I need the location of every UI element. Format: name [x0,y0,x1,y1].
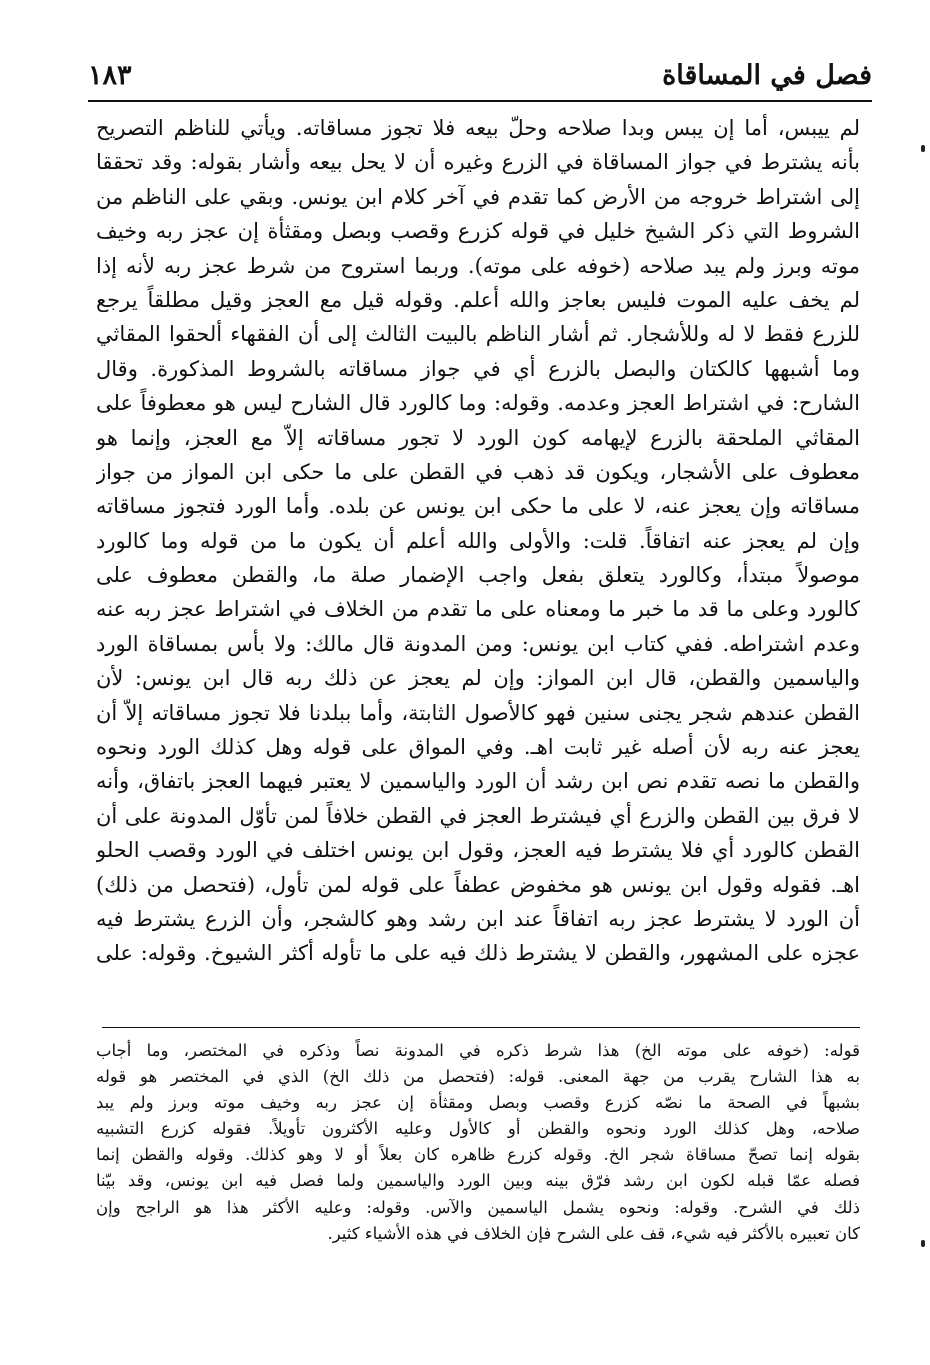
body-line: لم يخف عليه الموت فليس بعاجز والله أعلم. وقوله قيل مع العجز وقيل مطلقاً يرجع [96,287,860,312]
footnote-rule [102,1027,860,1028]
scan-speck [921,1240,925,1247]
footnotes [96,1038,860,1247]
footnote-line: صلاحه، وهل كذلك الورد ونحوه والقطن أو كالأول وعليه الأكثرون تأويلاً. فقوله كزرع التشبيه [96,1119,860,1139]
body-line: أن الورد لا يشترط عجز ربه اتفاقاً عند ابن رشد وهو كالشجر، وأن الزرع يشترط فيه [96,906,860,931]
body-line: للزرع فقط لا له وللأشجار. ثم أشار الناظم بالبيت الثالث إلى أن الفقهاء ألحقوا المقاثي [96,322,860,347]
body-line: وعدم اشتراطه. ففي كتاب ابن يونس: ومن المدونة قال مالك: ولا بأس بمساقاة الورد [96,631,860,656]
footnote-line: بشبهاً في الصحة ما نصّه كزرع وقصب وبصل ومقثأة إن عجز ربه وخيف موته وبرز ولم يبد [96,1093,860,1113]
body-line: الشروط التي ذكر الشيخ خليل في قوله كزرع وقصب وبصل ومقثأة إن عجز ربه وخيف [96,219,860,244]
running-header [88,58,872,98]
footnote-line: به هذا الشارح يقرب من جهة المعنى. قوله: (فتحصل من ذلك الخ) الذي في المختصر هو قوله [96,1067,860,1087]
body-line: القطن عندهم شجر يجنى سنين فهو كالأصول الثابتة، وأما ببلدنا فلا تجوز مساقاته إلاّ أن [96,700,860,725]
header-rule [88,100,872,102]
body-line: اهـ. فقوله وقول ابن يونس هو مخفوض عطفاً على قوله لمن تأول، (فتحصل من ذلك) [96,872,860,897]
body-line: لا فرق بين القطن والزرع أي فيشترط العجز في القطن خلافاً لمن تأوّل المدونة على أن [96,803,860,828]
body-line: موصولاً مبتدأ، وكالورد يتعلق بفعل واجب الإضمار صلة ما، والقطن معطوف على [96,563,860,588]
body-line: بأنه يشترط في جواز المساقاة في الزرع وغيره أن لا يحل بيعه وأشار بقوله: وقد تحققا [96,150,860,175]
footnote-line: بقوله إنما تصحّ مساقاة شجر الخ. وقوله كزرع ظاهره كان بعلاً أو لا وهو كذلك. وقوله والقطن إنما [96,1145,860,1165]
body-line: وإن لم يعجز عنه اتفاقاً. قلت: والأولى والله أعلم أن يكون ما من قوله وما كالورد [96,528,860,553]
body-line: والقطن ما نصه تقدم نص ابن رشد أن الورد والياسمين لا يعتبر فيهما العجز باتفاق، وأنه [96,769,860,794]
body-line: موته وبرز ولم يبد صلاحه (خوفه على موته). وربما استروح من شرط عجز ربه لأنه إذا [96,253,860,278]
body-line: يعجز عنه ربه لأن أصله غير ثابت اهـ. وفي المواق على قوله وهل كذلك الورد ونحوه [96,735,860,760]
scan-speck [921,145,925,152]
body-line: والياسمين والقطن، قال ابن المواز: وإن لم يعجز عن ذلك ربه قال ابن يونس: لأن [96,666,860,691]
body-line: الشارح: في اشتراط العجز وعدمه. وقوله: وما كالورد قال الشارح ليس هو معطوفاً على [96,391,860,416]
footnote-line: فصله عمّا قبله لكون ابن رشد فرّق بينه وبين الورد والياسمين ولما فصل فيه ابن يونس، وقد بيّنا [96,1171,860,1191]
body-line: كالورد وعلى ما قد ما خبر ما ومعناه على ما تقدم من الخلاف في اشتراط عجز ربه عنه [96,597,860,622]
footnote-line: كان تعبيره بالأكثر فيه شيء، قف على الشرح فإن الخلاف في هذه الأشياء كثير. [327,1223,860,1243]
body-line: القطن كالورد أي فلا يشترط فيه العجز، وقول ابن يونس اختلف في الورد وقصب الحلو [96,838,860,863]
page-number: ١٨٣ [88,60,132,91]
body-line: وما أشبهها كالكتان والبصل بالزرع أي في جواز مساقاته بالشروط المذكورة. وقال [96,356,860,381]
body-line: عجزه على المشهور، والقطن لا يشترط ذلك فيه على ما تأوله أكثر الشيوخ. وقوله: على [96,941,860,966]
main-text [96,111,860,971]
body-line: المقاثي الملحقة بالزرع لإيهامه كون الورد لا تجور مساقاته إلاّ مع العجز، وإنما هو [96,425,860,450]
body-line: مساقاته وإن يعجز عنه، لا على ما حكى ابن يونس عن بلده. وأما الورد فتجوز مساقاته [96,494,860,519]
body-line: لم ييبس، أما إن يبس وبدا صلاحه وحلّ بيعه فلا تجوز مساقاته. ويأتي للناظم التصريح [96,116,860,140]
body-line: إلى اشتراط خروجه من الأرض كما تقدم في آخر كلام ابن يونس. وبقي على الناظم من [96,184,860,209]
footnote-line: قوله: (خوفه على موته الخ) هذا شرط ذكره في المدونة نصاً وذكره في المختصر، وما أجاب [96,1041,860,1060]
chapter-title: فصل في المساقاة [662,60,872,91]
footnote-line: ذلك في الشرح. وقوله: ونحوه يشمل الياسمين والآس. وقوله: وعليه الأكثر هذا هو الراجح وإن [96,1197,860,1217]
body-line: معطوف على الأشجار، ويكون قد ذهب في القطن على ما حكى ابن المواز من جواز [96,459,860,484]
